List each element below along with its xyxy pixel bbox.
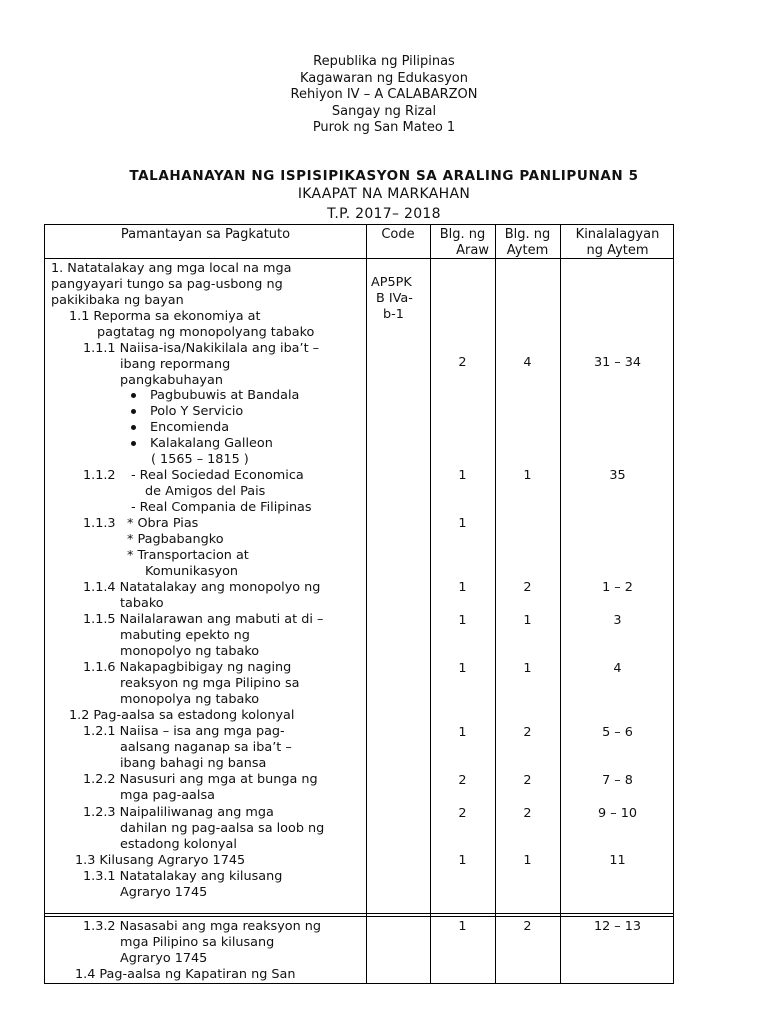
column-header-araw-line1: Blg. ng <box>439 227 486 242</box>
days-value: 1 <box>458 853 467 868</box>
items-value: 2 <box>523 580 532 595</box>
column-divider <box>366 225 367 983</box>
competency-line: 1.1.4 Natatalakay ang monopolyo ng <box>83 580 321 595</box>
item-location-value: 3 <box>613 613 622 628</box>
competency-line: 1.1.5 Nailalarawan ang mabuti at di – <box>83 612 324 627</box>
competency-line: 1.1.2 <box>83 468 116 483</box>
competency-line: 1.1 Reporma sa ekonomiya at <box>69 309 261 324</box>
days-value: 1 <box>458 580 467 595</box>
competency-line: 1.1.1 Naiisa-isa/Nakikilala ang iba’t – <box>83 341 320 356</box>
bullet-icon <box>131 425 136 430</box>
document-title: TALAHANAYAN NG ISPISIPIKASYON SA ARALING PANLIPUNAN 5 <box>129 168 639 184</box>
days-value: 1 <box>458 613 467 628</box>
item-location-value: 5 – 6 <box>602 725 633 740</box>
days-value: 1 <box>458 468 467 483</box>
days-value: 2 <box>458 806 467 821</box>
competency-line: pakikibaka ng bayan <box>51 293 184 308</box>
header-district: Purok ng San Mateo 1 <box>312 120 456 135</box>
competency-line: dahilan ng pag-aalsa sa loob ng <box>120 821 325 836</box>
competency-line: * Obra Pias <box>127 516 199 531</box>
quarter-subtitle: IKAAPAT NA MARKAHAN <box>297 186 471 202</box>
competency-line: 1.4 Pag-aalsa ng Kapatiran ng San <box>75 967 296 982</box>
items-value: 1 <box>523 613 532 628</box>
school-year-subtitle: T.P. 2017– 2018 <box>327 206 441 222</box>
items-value: 2 <box>523 725 532 740</box>
bullet-text: Kalakalang Galleon <box>150 436 273 451</box>
bullet-item <box>131 388 299 404</box>
column-header-aytem <box>495 227 560 259</box>
item-location-value: 31 – 34 <box>593 355 642 370</box>
competency-line: aalsang naganap sa iba’t – <box>120 740 292 755</box>
competency-line: ibang repormang <box>120 357 231 372</box>
code-line: b-1 <box>383 307 404 322</box>
competency-line: - Real Compania de Filipinas <box>131 500 312 515</box>
bullet-item <box>131 404 243 420</box>
competency-line: de Amigos del Pais <box>145 484 266 499</box>
specification-table <box>44 224 674 984</box>
bullet-text: Encomienda <box>150 420 230 435</box>
competency-line: monopolyo ng tabako <box>120 644 260 659</box>
column-header-aytem-line1: Blg. ng <box>504 227 551 242</box>
bullet-icon <box>131 409 136 414</box>
items-value: 2 <box>523 919 532 934</box>
items-value: 1 <box>523 853 532 868</box>
item-location-value: 12 – 13 <box>593 919 642 934</box>
column-header-pamantayan: Pamantayan sa Pagkatuto <box>120 227 291 242</box>
column-header-kinalalagyan-line2: ng Aytem <box>586 243 649 258</box>
header-republic: Republika ng Pilipinas <box>313 54 455 69</box>
competency-line: 1.3 Kilusang Agraryo 1745 <box>75 853 246 868</box>
column-header-code: Code <box>381 227 415 242</box>
item-location-value: 7 – 8 <box>602 773 633 788</box>
column-header-aytem-line2: Aytem <box>506 243 549 258</box>
days-value: 1 <box>458 725 467 740</box>
row-divider <box>45 916 673 917</box>
competency-line: tabako <box>120 596 164 611</box>
code-line: AP5PK <box>371 275 412 290</box>
competency-line: mga Pilipino sa kilusang <box>120 935 275 950</box>
items-value: 1 <box>523 661 532 676</box>
days-value: 1 <box>458 919 467 934</box>
competency-line: mga pag-aalsa <box>120 788 215 803</box>
column-header-kinalalagyan <box>560 227 675 259</box>
competency-line: 1.2.1 Naiisa – isa ang mga pag- <box>83 724 285 739</box>
competency-line: monopolya ng tabako <box>120 692 260 707</box>
bullet-item <box>131 420 229 436</box>
item-location-value: 1 – 2 <box>602 580 633 595</box>
items-value: 4 <box>523 355 532 370</box>
competency-line: 1.1.3 <box>83 516 116 531</box>
column-header-araw <box>430 227 495 259</box>
days-value: 1 <box>458 516 467 531</box>
bullet-item <box>131 436 273 452</box>
bullet-icon <box>131 393 136 398</box>
days-value: 2 <box>458 355 467 370</box>
competency-line: ibang bahagi ng bansa <box>120 756 267 771</box>
days-value: 1 <box>458 661 467 676</box>
column-header-kinalalagyan-line1: Kinalalagyan <box>575 227 660 242</box>
competency-line: mabuting epekto ng <box>120 628 250 643</box>
competency-line: pangyayari tungo sa pag-usbong ng <box>51 277 283 292</box>
bullet-text: Pagbubuwis at Bandala <box>150 388 300 403</box>
competency-line: 1.3.2 Nasasabi ang mga reaksyon ng <box>83 919 322 934</box>
items-value: 1 <box>523 468 532 483</box>
document-header <box>0 54 768 137</box>
bullet-icon <box>131 441 136 446</box>
column-divider <box>560 225 561 983</box>
competency-line: ( 1565 – 1815 ) <box>151 452 249 467</box>
competency-line: pangkabuhayan <box>120 373 223 388</box>
competency-line: * Transportacion at <box>127 548 249 563</box>
header-region: Rehiyon IV – A CALABARZON <box>290 87 478 102</box>
competency-line: 1.2.2 Nasusuri ang mga at bunga ng <box>83 772 318 787</box>
competency-line: * Pagbabangko <box>127 532 224 547</box>
days-value: 2 <box>458 773 467 788</box>
competency-line: 1.1.6 Nakapagbibigay ng naging <box>83 660 292 675</box>
item-location-value: 4 <box>613 661 622 676</box>
competency-line: pagtatag ng monopolyang tabako <box>97 325 315 340</box>
items-value: 2 <box>523 773 532 788</box>
competency-line: Agraryo 1745 <box>120 885 208 900</box>
competency-line: Komunikasyon <box>145 564 239 579</box>
header-department: Kagawaran ng Edukasyon <box>299 70 469 86</box>
bullet-text: Polo Y Servicio <box>150 404 244 419</box>
item-location-value: 35 <box>609 468 626 483</box>
header-division: Sangay ng Rizal <box>331 103 437 119</box>
row-divider <box>45 913 673 914</box>
competency-line: estadong kolonyal <box>120 837 237 852</box>
competency-line: Agraryo 1745 <box>120 951 208 966</box>
competency-line: 1.2 Pag-aalsa sa estadong kolonyal <box>69 708 295 723</box>
column-divider <box>430 225 431 983</box>
competency-line: - Real Sociedad Economica <box>131 468 304 483</box>
column-header-araw-line2: Araw <box>456 243 489 258</box>
competency-line: 1.2.3 Naipaliliwanag ang mga <box>83 805 274 820</box>
item-location-value: 11 <box>609 853 626 868</box>
competency-line: reaksyon ng mga Pilipino sa <box>120 676 300 691</box>
competency-line: 1.3.1 Natatalakay ang kilusang <box>83 869 283 884</box>
code-line: B IVa- <box>376 291 413 306</box>
column-divider <box>495 225 496 983</box>
item-location-value: 9 – 10 <box>598 806 637 821</box>
items-value: 2 <box>523 806 532 821</box>
competency-line: 1. Natatalakay ang mga local na mga <box>51 261 292 276</box>
